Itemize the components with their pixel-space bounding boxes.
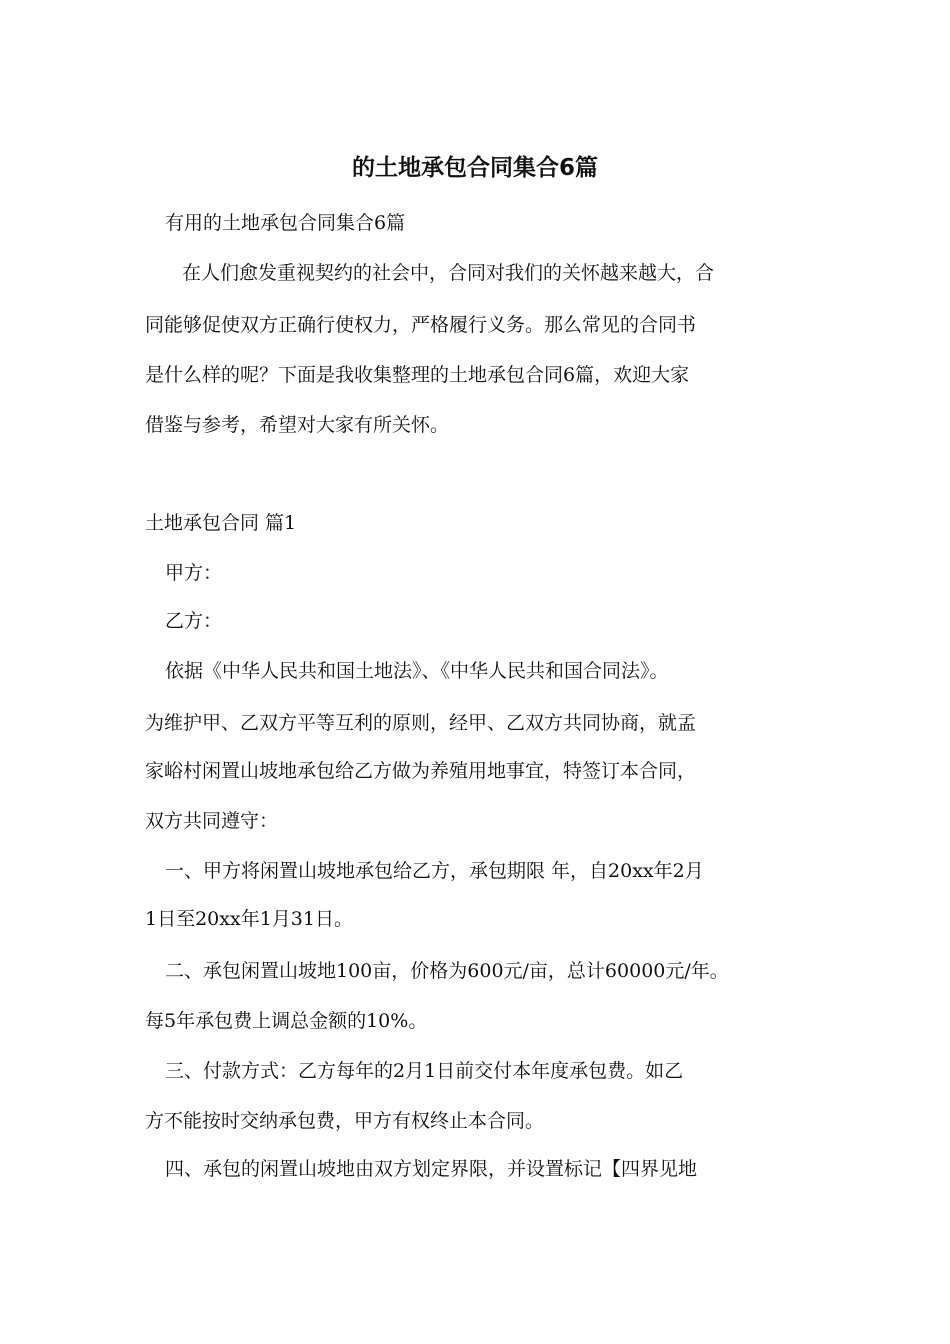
clause-line: 四、承包的闲置山坡地由双方划定界限，并设置标记【四界见地 <box>165 1158 698 1180</box>
intro-paragraph-line: 是什么样的呢？下面是我收集整理的土地承包合同6篇，欢迎大家 <box>145 364 690 386</box>
body-paragraph-line: 家峪村闲置山坡地承包给乙方做为养殖用地事宜，特签订本合同， <box>145 760 697 782</box>
clause-line: 每5年承包费上调总金额的10%。 <box>145 1010 428 1032</box>
clause-line: 二、承包闲置山坡地100亩，价格为600元/亩，总计60000元/年。 <box>165 960 729 982</box>
party-b-label: 乙方： <box>165 610 223 632</box>
clause-line: 1日至20xx年1月31日。 <box>145 908 353 930</box>
clause-line: 一、甲方将闲置山坡地承包给乙方，承包期限 年，自20xx年2月 <box>165 860 704 882</box>
body-paragraph-line: 依据《中华人民共和国土地法》、《中华人民共和国合同法》。 <box>165 660 669 682</box>
intro-paragraph-line: 借鉴与参考，希望对大家有所关怀。 <box>145 414 450 436</box>
party-a-label: 甲方： <box>165 562 223 584</box>
subtitle-line: 有用的土地承包合同集合6篇 <box>165 212 406 234</box>
clause-line: 方不能按时交纳承包费，甲方有权终止本合同。 <box>145 1110 545 1132</box>
section-heading: 土地承包合同 篇1 <box>145 512 297 534</box>
intro-paragraph-line: 同能够促使双方正确行使权力，严格履行义务。那么常见的合同书 <box>145 314 697 336</box>
document-title: 的土地承包合同集合6篇 <box>351 155 598 181</box>
clause-line: 三、付款方式：乙方每年的2月1日前交付本年度承包费。如乙 <box>165 1060 684 1082</box>
body-paragraph-line: 双方共同遵守： <box>145 810 279 832</box>
intro-paragraph-line: 在人们愈发重视契约的社会中，合同对我们的关怀越来越大，合 <box>182 262 715 284</box>
body-paragraph-line: 为维护甲、乙双方平等互利的原则，经甲、乙双方共同协商，就孟 <box>145 712 697 734</box>
